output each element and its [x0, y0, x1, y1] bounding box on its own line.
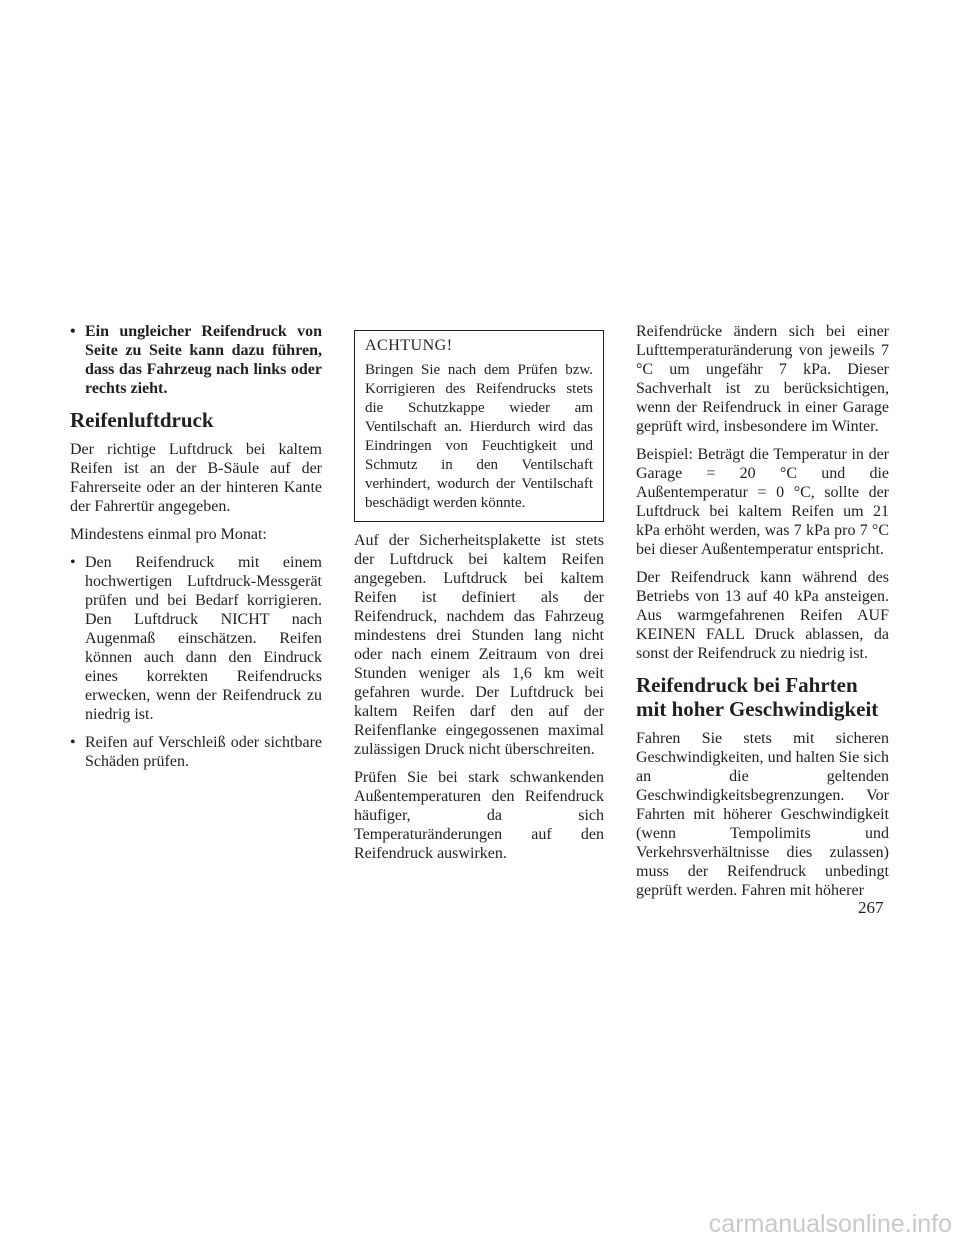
- paragraph: Der Reifendruck kann während des Betriebs von 13 auf 40 kPa ansteigen. Aus warmgefahrenen Reifen AUF KEINEN FALL Druck ablassen, da sonst der Reifendruck zu niedrig ist.: [636, 569, 889, 662]
- warning-text: Bringen Sie nach dem Prüfen bzw. Korrigieren des Reifendrucks stets die Schutzkappe wieder am Ventilschaft an. Hierdurch wird das Eindringen von Feuchtigkeit und Schmutz in den Ventilschaft verhindert, wodurch der Ventilschaft beschädigt werden könnte.: [365, 362, 593, 511]
- right-column: [636, 322, 889, 909]
- section-heading-high-speed: Reifendruck bei Fahrten mit hoher Geschwindigkeit: [636, 673, 879, 721]
- paragraph: Auf der Sicherheitsplakette ist stets der Luftdruck bei kaltem Reifen angegeben. Luftdruck bei kaltem Reifen ist definiert als der Reifendruck, nachdem das Fahrzeug mindestens drei Stunden lang nicht oder nach einem Zeitraum von drei Stunden weniger als 1,6 km weit gefahren wurde. Der Luftdruck bei kaltem Reifen darf den auf der Reifenflanke eingegossenen maximal zulässigen Druck nicht überschreiten.: [354, 532, 604, 758]
- list-item: • Reifen auf Verschleiß oder sichtbare Schäden prüfen.: [70, 733, 322, 771]
- left-column: [70, 322, 322, 780]
- paragraph: Prüfen Sie bei stark schwankenden Außentemperaturen den Reifendruck häufiger, da sich Temperaturänderungen auf den Reifendruck auswirken.: [354, 769, 604, 862]
- warning-box: [354, 330, 604, 522]
- tire-pressure-bullets-top: [70, 322, 322, 398]
- monthly-check-list: [70, 553, 322, 771]
- section-heading-reifenluftdruck: Reifenluftdruck: [70, 408, 214, 432]
- watermark: carmanualsonline.info: [708, 1210, 952, 1238]
- list-item: • Ein ungleicher Reifendruck von Seite zu Seite kann dazu führen, dass das Fahrzeug nach links oder rechts zieht.: [70, 322, 322, 398]
- list-item: • Den Reifendruck mit einem hochwertigen Luftdruck-Messgerät prüfen und bei Bedarf korrigieren. Den Luftdruck NICHT nach Augenmaß einschätzen. Reifen können auch dann den Eindruck eines korrekten Reifendrucks erwecken, wenn der Reifendruck zu niedrig ist.: [70, 553, 322, 724]
- page-number: 267: [858, 898, 884, 917]
- paragraph: Fahren Sie stets mit sicheren Geschwindigkeiten, und halten Sie sich an die geltenden Geschwindigkeitsbegrenzungen. Vor Fahrten mit höherer Geschwindigkeit (wenn Tempolimits und Verkehrsverhältnisse dies zulassen) muss der Reifendruck unbedingt geprüft werden. Fahren mit höherer: [636, 730, 889, 899]
- paragraph: Reifendrücke ändern sich bei einer Lufttemperaturänderung von jeweils 7 °C um ungefähr 7 kPa. Dieser Sachverhalt ist zu berücksichtigen, wenn der Reifendruck in einer Garage geprüft wird, insbesondere im Winter.: [636, 323, 889, 435]
- paragraph: Der richtige Luftdruck bei kaltem Reifen ist an der B-Säule auf der Fahrerseite oder an der hinteren Kante der Fahrertür angegeben.: [70, 441, 322, 515]
- paragraph: Mindestens einmal pro Monat:: [70, 526, 267, 543]
- middle-column: [354, 322, 604, 872]
- warning-title: ACHTUNG!: [365, 337, 453, 354]
- paragraph: Beispiel: Beträgt die Temperatur in der Garage = 20 °C und die Außentemperatur = 0 °C, sollte der Luftdruck bei kaltem Reifen um 21 kPa erhöht werden, was 7 kPa pro 7 °C bei dieser Außentemperatur entspricht.: [636, 446, 889, 558]
